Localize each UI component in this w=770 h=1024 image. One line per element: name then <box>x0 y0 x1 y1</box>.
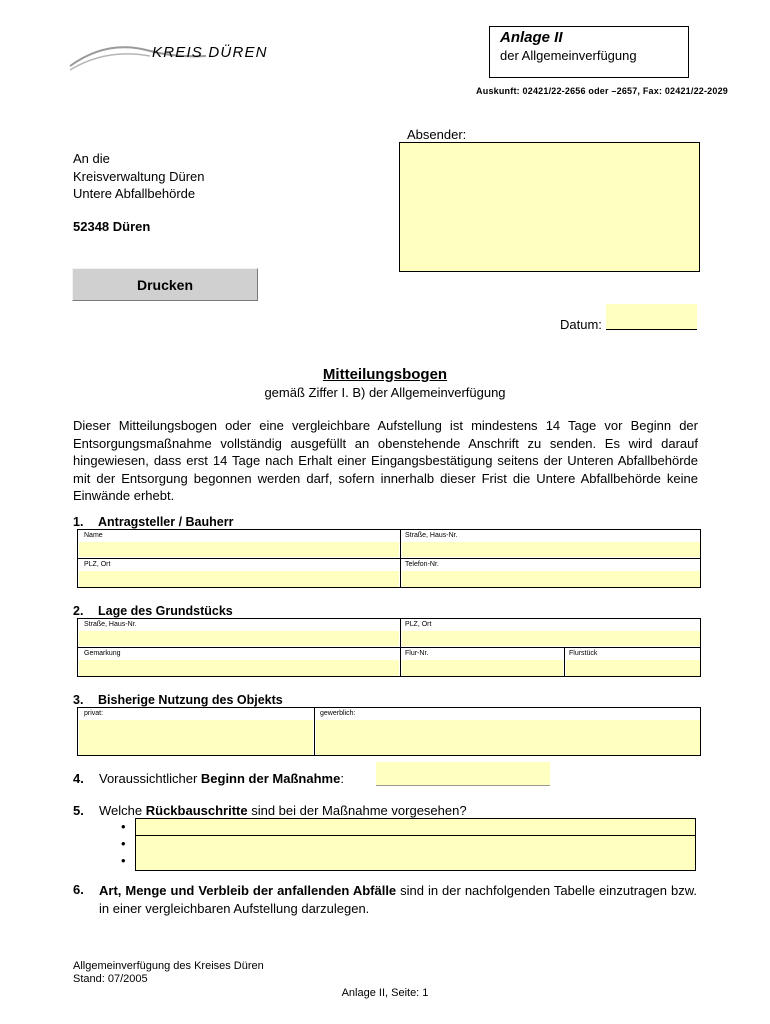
date-label: Datum: <box>560 317 602 332</box>
section4-text <box>99 771 344 786</box>
phone-field[interactable] <box>402 571 700 587</box>
form-subtitle: gemäß Ziffer I. B) der Allgemeinverfügung <box>264 385 506 400</box>
section3-table <box>77 707 701 756</box>
recipient-address <box>73 150 205 203</box>
start-date-field[interactable] <box>376 762 550 786</box>
section2-number: 2. <box>73 604 84 618</box>
section1-heading <box>73 515 233 529</box>
section4-number: 4. <box>73 771 84 786</box>
step-field-2[interactable] <box>135 836 696 854</box>
zip-city-field[interactable] <box>79 571 399 587</box>
section2-title: Lage des Grundstücks <box>98 604 233 618</box>
section1-table <box>77 529 701 588</box>
section6-number: 6. <box>73 882 84 897</box>
section2-heading <box>73 604 233 618</box>
step-field-3[interactable] <box>135 853 696 871</box>
sender-label: Absender: <box>407 127 467 142</box>
name-field[interactable] <box>79 542 399 557</box>
plot-zip-city-field[interactable] <box>402 631 700 646</box>
logo-text: KREIS DÜREN <box>152 44 268 61</box>
recipient-line1: An die <box>73 151 110 166</box>
footer-page: Anlage II, Seite: 1 <box>341 987 429 999</box>
phone-label: Telefon-Nr. <box>405 561 439 568</box>
street-label: Straße, Haus-Nr. <box>405 532 458 539</box>
section3-number: 3. <box>73 693 84 707</box>
date-field[interactable] <box>606 304 697 330</box>
section4-text-before: Voraussichtlicher <box>99 771 201 786</box>
contact-info: Auskunft: 02421/22-2656 oder –2657, Fax: 02421/22-2029 <box>476 86 728 96</box>
section6-text-after: sind in der nachfolgenden Tabelle einzutragen bzw. in einer vergleichbaren Aufstellung darzulegen. <box>99 883 697 916</box>
section5-text <box>99 803 467 818</box>
form-title: Mitteilungsbogen <box>322 366 448 383</box>
print-button-label: Drucken <box>136 277 194 293</box>
bullet-1: • <box>121 819 126 834</box>
section5-text-before: Welche <box>99 803 146 818</box>
commercial-label: gewerblich: <box>320 710 356 717</box>
section2-table <box>77 618 701 677</box>
section3-heading <box>73 693 283 707</box>
print-button[interactable] <box>72 268 258 301</box>
section5-text-after: sind bei der Maßnahme vorgesehen? <box>247 803 467 818</box>
section6-text-bold: Art, Menge und Verbleib der anfallenden Abfälle <box>99 883 397 898</box>
section1-number: 1. <box>73 515 84 529</box>
annex-title: Anlage II <box>500 29 563 46</box>
intro-paragraph: Dieser Mitteilungsbogen oder eine vergleichbare Aufstellung ist mindestens 14 Tage vor Beginn der Entsorgungsmaßnahme vollständig ausgefüllt an obenstehende Anschrift zu senden. Es wird darauf hingewiesen, dass erst 14 Tage nach Erhalt einer Eingangsbestätigung seitens der Unteren Abfallbehörde mit der Entsorgung begonnen werden darf, sofern innerhalb dieser Frist die Untere Abfallbehörde keine Einwände erhebt. <box>73 418 698 503</box>
commercial-field[interactable] <box>316 720 700 755</box>
district-field[interactable] <box>79 660 399 676</box>
street-field[interactable] <box>402 542 700 557</box>
recipient-city: 52348 Düren <box>73 219 151 234</box>
section5-text-bold: Rückbauschritte <box>145 803 248 818</box>
plot-street-field[interactable] <box>79 631 399 646</box>
annex-subtitle: der Allgemeinverfügung <box>500 48 637 63</box>
zip-city-label: PLZ, Ort <box>84 561 111 568</box>
section4-text-bold: Beginn der Maßnahme <box>200 771 341 786</box>
footer-line2: Stand: 07/2005 <box>73 973 148 985</box>
bullet-2: • <box>121 836 126 851</box>
recipient-line3: Untere Abfallbehörde <box>73 186 196 201</box>
parcel-label: Flurstück <box>569 650 598 657</box>
private-label: privat: <box>84 710 104 717</box>
bullet-3: • <box>121 853 126 868</box>
logo <box>66 34 296 74</box>
plot-street-label: Straße, Haus-Nr. <box>84 621 137 628</box>
recipient-line2: Kreisverwaltung Düren <box>73 168 205 184</box>
parcel-field[interactable] <box>566 660 700 676</box>
annex-box <box>489 26 689 78</box>
section6-text <box>99 882 697 917</box>
plot-zip-city-label: PLZ, Ort <box>405 621 432 628</box>
section3-title: Bisherige Nutzung des Objekts <box>98 693 283 707</box>
section5-number: 5. <box>73 803 84 818</box>
district-label: Gemarkung <box>84 650 121 657</box>
private-field[interactable] <box>79 720 313 755</box>
step-field-1[interactable] <box>135 818 696 836</box>
name-label: Name <box>84 532 103 539</box>
section4-text-after: : <box>340 771 344 786</box>
flur-field[interactable] <box>402 660 563 676</box>
section1-title: Antragsteller / Bauherr <box>98 515 234 529</box>
footer-line1: Allgemeinverfügung des Kreises Düren <box>73 960 264 972</box>
flur-label: Flur-Nr. <box>405 650 429 657</box>
sender-field[interactable] <box>399 142 700 272</box>
